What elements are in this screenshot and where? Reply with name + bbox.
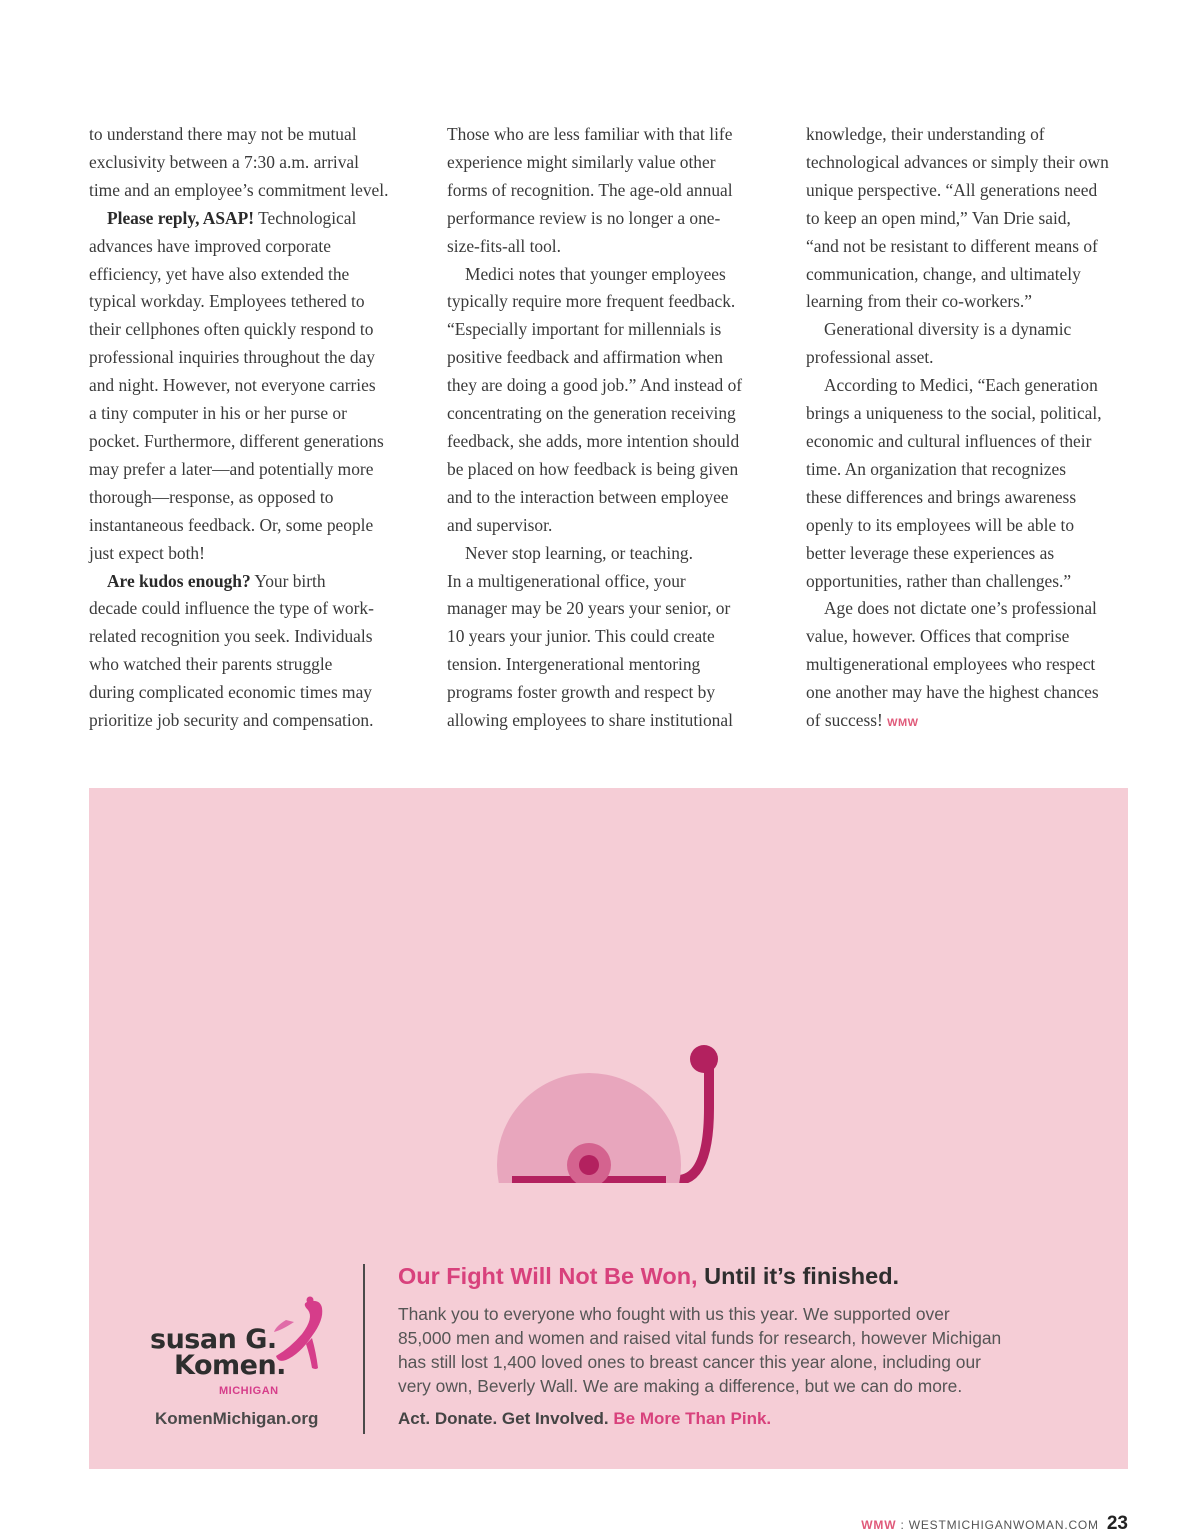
text-line	[89, 568, 419, 596]
text-line: and night. However, not everyone carries	[89, 375, 376, 396]
text-line: and supervisor.	[447, 514, 553, 535]
text-run: Your birth	[254, 570, 326, 591]
footer-site[interactable]: WESTMICHIGANWOMAN.COM	[908, 1518, 1099, 1532]
text-line: concentrating on the generation receiving	[447, 403, 736, 424]
text-line: efficiency, yet have also extended the	[89, 263, 350, 284]
text-line: to keep an open mind,” Van Drie said,	[806, 207, 1071, 228]
text-line: multigenerational employees who respect	[806, 654, 1096, 675]
text-line: and to the interaction between employee	[447, 486, 729, 507]
text-line: time. An organization that recognizes	[806, 458, 1066, 479]
ad-body-line: very own, Beverly Wall. We are making a difference, but we can do more.	[398, 1376, 963, 1396]
text-line: value, however. Offices that comprise	[806, 626, 1070, 647]
komen-advertisement	[89, 788, 1128, 1469]
subhead-kudos: Are kudos enough?	[107, 570, 251, 591]
bell-hammer-arm	[679, 1063, 709, 1180]
ad-body-line: has still lost 1,400 loved ones to breast cancer this year alone, including our	[398, 1352, 981, 1372]
text-line: their cellphones often quickly respond to	[89, 319, 374, 340]
text-line: unique perspective. “All generations need	[806, 179, 1098, 200]
text-line: economic and cultural influences of their	[806, 430, 1092, 451]
headline-dark-part: Until it’s finished.	[697, 1263, 900, 1289]
text-line: better leverage these experiences as	[806, 542, 1055, 563]
text-line: typically require more frequent feedback.	[447, 291, 736, 312]
page-number: 23	[1106, 1513, 1128, 1534]
logo-komen-text: Komen.	[174, 1350, 286, 1381]
text-line: manager may be 20 years your senior, or	[447, 598, 731, 619]
text-line: tension. Intergenerational mentoring	[447, 654, 701, 675]
cta-pink-part: Be More Than Pink.	[608, 1409, 772, 1428]
text-line: just expect both!	[89, 542, 205, 563]
ad-body-line: Thank you to everyone who fought with us this year. We supported over	[398, 1304, 950, 1324]
text-line: instantaneous feedback. Or, some people	[89, 514, 374, 535]
text-line: they are doing a good job.” And instead of	[447, 375, 743, 396]
ad-body-line: 85,000 men and women and raised vital funds for research, however Michigan	[398, 1328, 1002, 1348]
text-line: exclusivity between a 7:30 a.m. arrival	[89, 151, 359, 172]
text-line: decade could influence the type of work-	[89, 598, 374, 619]
text-line: In a multigenerational office, your	[447, 570, 686, 591]
text-line: feedback, she adds, more intention should	[447, 430, 740, 451]
logo-susan-text: susan G.	[150, 1324, 277, 1355]
text-run: of success!	[806, 710, 883, 731]
text-line: time and an employee’s commitment level.	[89, 179, 389, 200]
ad-call-to-action	[398, 1409, 771, 1429]
text-line: be placed on how feedback is being given	[447, 458, 739, 479]
article-column-1	[89, 121, 419, 735]
text-line: communication, change, and ultimately	[806, 263, 1081, 284]
bell-dome-center	[579, 1155, 599, 1175]
komen-website-link[interactable]: KomenMichigan.org	[155, 1409, 319, 1428]
headline-pink-part: Our Fight Will Not Be Won,	[398, 1263, 698, 1289]
text-line: technological advances or simply their own	[806, 151, 1109, 172]
text-line: brings a uniqueness to the social, political,	[806, 403, 1102, 424]
cta-dark-part: Act. Donate. Get Involved.	[398, 1409, 609, 1428]
article-column-2	[447, 121, 777, 735]
text-line: Age does not dictate one’s professional	[824, 598, 1097, 619]
text-line: these differences and brings awareness	[806, 486, 1077, 507]
text-line: learning from their co-workers.”	[806, 291, 1032, 312]
text-line: typical workday. Employees tethered to	[89, 291, 365, 312]
text-line: related recognition you seek. Individuals	[89, 626, 373, 647]
text-line: According to Medici, “Each generation	[824, 375, 1098, 396]
text-line: to understand there may not be mutual	[89, 124, 357, 144]
text-line: 10 years your junior. This could create	[447, 626, 715, 647]
text-line: Those who are less familiar with that life	[447, 124, 733, 144]
text-line: who watched their parents struggle	[89, 654, 333, 675]
end-mark: WMW	[887, 717, 919, 730]
text-line: a tiny computer in his or her purse or	[89, 403, 347, 424]
text-line: knowledge, their understanding of	[806, 124, 1045, 144]
text-line	[89, 205, 419, 233]
logo-michigan-text: MICHIGAN	[219, 1385, 279, 1397]
text-line: programs foster growth and respect by	[447, 682, 716, 703]
text-line: openly to its employees will be able to	[806, 514, 1075, 535]
alarm-bell-icon	[489, 938, 729, 1183]
text-line: experience might similarly value other	[447, 151, 716, 172]
text-line: “Especially important for millennials is	[447, 319, 722, 340]
text-line: may prefer a later—and potentially more	[89, 458, 374, 479]
text-line: professional asset.	[806, 347, 934, 368]
text-line: Medici notes that younger employees	[465, 263, 726, 284]
text-line: forms of recognition. The age-old annual	[447, 179, 733, 200]
ad-headline	[398, 1263, 899, 1290]
text-line: Never stop learning, or teaching.	[465, 542, 693, 563]
text-line: during complicated economic times may	[89, 682, 372, 703]
text-run: Technological	[258, 207, 357, 228]
text-line: one another may have the highest chances	[806, 682, 1099, 703]
bell-hammer-ball	[690, 1045, 718, 1073]
komen-logo	[147, 1296, 347, 1397]
text-line: advances have improved corporate	[89, 235, 331, 256]
text-line: opportunities, rather than challenges.”	[806, 570, 1072, 591]
text-line: positive feedback and affirmation when	[447, 347, 723, 368]
subhead-asap: Please reply, ASAP!	[107, 207, 255, 228]
footer-brand: WMW	[861, 1518, 897, 1532]
text-line: performance review is no longer a one-	[447, 207, 721, 228]
text-line	[806, 707, 1136, 738]
text-line: Generational diversity is a dynamic	[824, 319, 1072, 340]
article-column-3	[806, 121, 1136, 738]
text-line: prioritize job security and compensation.	[89, 710, 374, 731]
text-line: allowing employees to share institutional	[447, 710, 733, 731]
text-line: size-fits-all tool.	[447, 235, 561, 256]
ad-divider	[363, 1264, 365, 1434]
text-line: pocket. Furthermore, different generations	[89, 430, 384, 451]
ad-body-text	[398, 1302, 1098, 1398]
text-line: thorough—response, as opposed to	[89, 486, 334, 507]
footer-separator: :	[896, 1518, 909, 1532]
text-line: “and not be resistant to different means of	[806, 235, 1098, 256]
text-line: professional inquiries throughout the day	[89, 347, 375, 368]
page-footer	[861, 1513, 1128, 1535]
